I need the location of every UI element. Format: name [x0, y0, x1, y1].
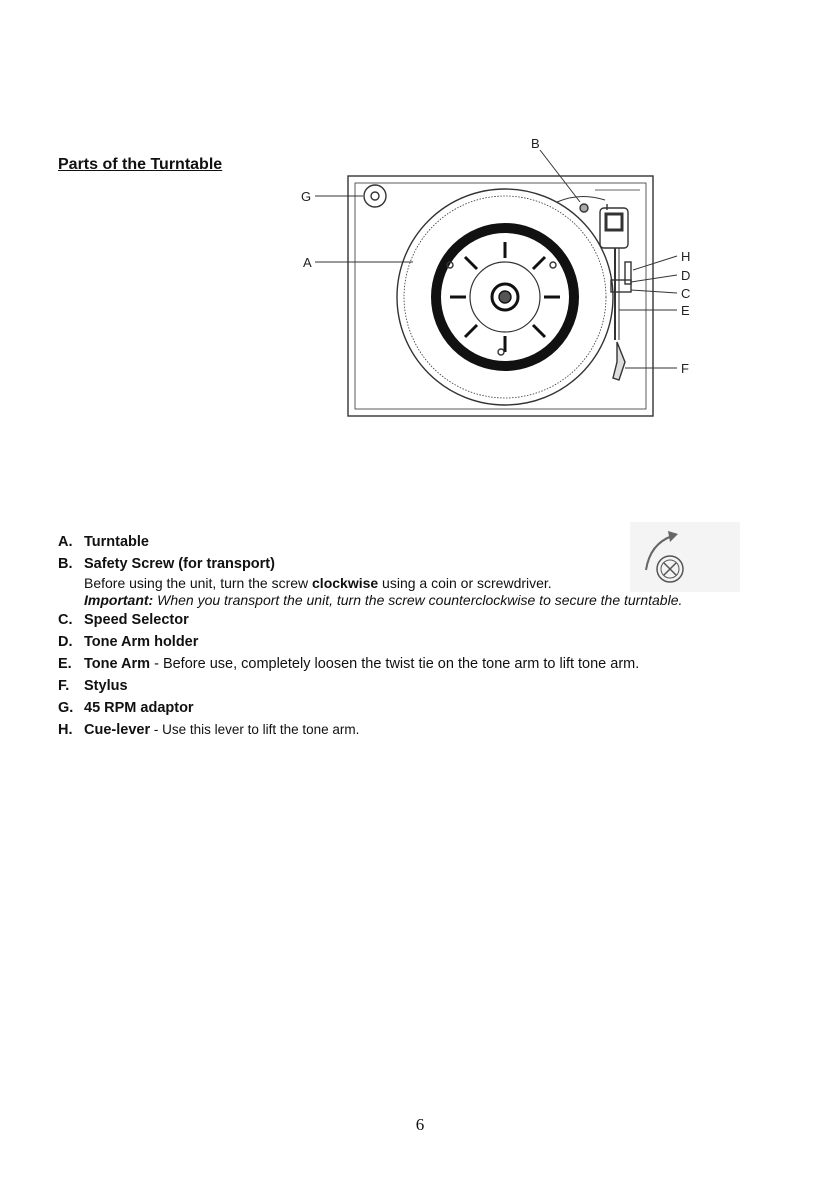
part-item-a: A. Turntable	[58, 534, 149, 550]
label-G: G	[301, 189, 312, 204]
safety-screw-important: Important: When you transport the unit, turn the screw counterclockwise to secure the turntable.	[84, 592, 683, 608]
label-E: E	[681, 303, 690, 318]
label-D: D	[681, 268, 691, 283]
part-item-d: D. Tone Arm holder	[58, 634, 199, 650]
part-item-h: H. Cue-lever - Use this lever to lift the tone arm.	[58, 722, 360, 738]
cue-lever	[625, 262, 631, 284]
page-title: Parts of the Turntable	[58, 156, 223, 173]
part-item-c: C. Speed Selector	[58, 612, 189, 628]
parts-list	[58, 531, 798, 741]
part-item-b: B. Safety Screw (for transport) Before using the unit, turn the screw clockwise using a coin or screwdriver. Important: When you transport the unit, turn the screw counterclockwise to secure the turntable.	[58, 553, 798, 609]
part-item-e: E. Tone Arm - Before use, completely loosen the twist tie on the tone arm to lift tone arm.	[58, 656, 640, 672]
rpm-adaptor	[364, 185, 386, 207]
safety-screw	[580, 204, 588, 212]
spindle	[499, 291, 511, 303]
part-item-g: G. 45 RPM adaptor	[58, 700, 194, 716]
label-F: F	[681, 361, 689, 376]
label-A: A	[303, 255, 312, 270]
safety-screw-instruction: Before using the unit, turn the screw clockwise using a coin or screwdriver.	[84, 575, 552, 591]
label-H: H	[681, 249, 691, 264]
label-B: B	[531, 136, 540, 151]
label-C: C	[681, 286, 691, 301]
turntable-diagram	[295, 130, 715, 430]
part-item-f: F. Stylus	[58, 678, 128, 694]
page-number: 6	[415, 1115, 425, 1134]
stylus-head	[613, 342, 625, 380]
